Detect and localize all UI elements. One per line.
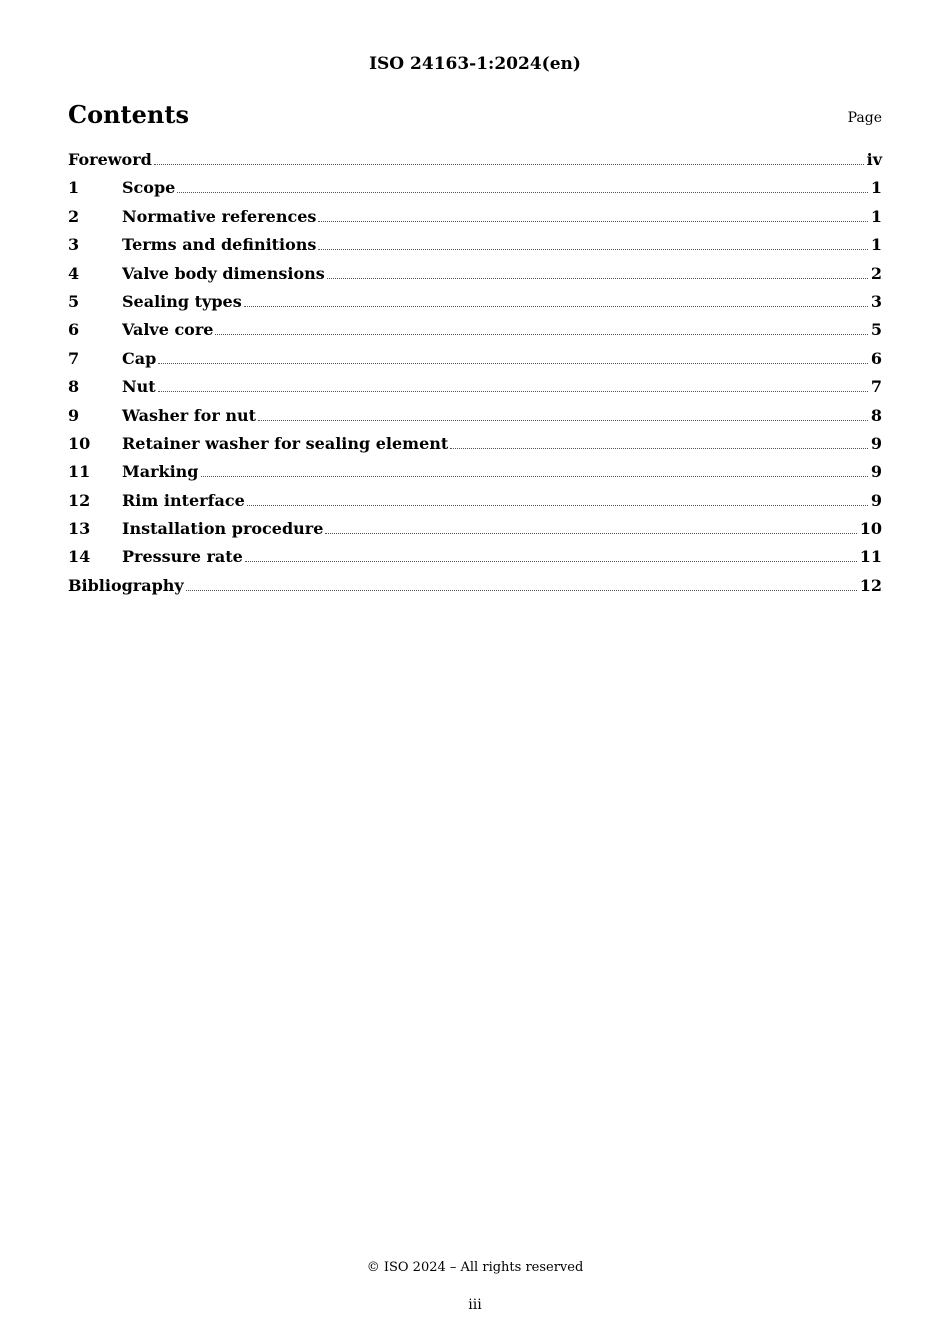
- toc-entry-title: Scope: [122, 178, 176, 198]
- toc-leader-dots: [245, 560, 857, 562]
- toc-entry-number: 5: [68, 291, 80, 311]
- toc-entry-title: Installation procedure: [122, 519, 324, 539]
- toc-entry-page: 10: [859, 519, 882, 539]
- toc-entry-title: Nut: [122, 377, 156, 397]
- toc-entry[interactable]: [68, 292, 882, 320]
- toc-entry[interactable]: [68, 377, 882, 405]
- toc-entry-number: 12: [68, 490, 91, 510]
- toc-entry-title: Sealing types: [122, 291, 242, 311]
- toc-entry-title: Valve core: [122, 320, 214, 340]
- toc-entry-title: Normative references: [122, 206, 317, 226]
- toc-entry[interactable]: [68, 178, 882, 206]
- toc-entry-title: Bibliography: [68, 575, 184, 595]
- table-of-contents: [68, 150, 882, 604]
- toc-leader-dots: [247, 504, 868, 506]
- toc-entry-number: 11: [68, 462, 91, 482]
- toc-entry-number: 13: [68, 519, 91, 539]
- toc-leader-dots: [318, 220, 867, 222]
- toc-entry[interactable]: [68, 491, 882, 519]
- toc-entry-number: 2: [68, 206, 80, 226]
- toc-entry-title: Cap: [122, 348, 157, 368]
- toc-entry-page: 5: [870, 320, 882, 340]
- toc-leader-dots: [258, 419, 868, 421]
- toc-entry[interactable]: [68, 235, 882, 263]
- toc-entry-title: Marking: [122, 462, 199, 482]
- toc-leader-dots: [177, 191, 868, 193]
- toc-entry-page: 9: [870, 490, 882, 510]
- toc-entry-number: 4: [68, 263, 80, 283]
- toc-entry-title: Terms and definitions: [122, 235, 317, 255]
- copyright-notice: © ISO 2024 – All rights reserved: [366, 1260, 584, 1275]
- toc-leader-dots: [327, 277, 868, 279]
- toc-leader-dots: [154, 163, 864, 165]
- toc-entry-page: 8: [870, 405, 882, 425]
- toc-entry-page: 12: [859, 575, 882, 595]
- toc-entry[interactable]: [68, 547, 882, 575]
- toc-entry-page: 1: [870, 235, 882, 255]
- toc-entry-bibliography[interactable]: [68, 576, 882, 604]
- toc-entry-page: 1: [870, 178, 882, 198]
- toc-entry-page: 9: [870, 462, 882, 482]
- toc-leader-dots: [158, 390, 868, 392]
- toc-entry-page: 1: [870, 206, 882, 226]
- toc-entry-page: 7: [870, 377, 882, 397]
- toc-leader-dots: [201, 475, 868, 477]
- toc-entry-number: 3: [68, 235, 80, 255]
- page-column-label: Page: [847, 110, 882, 126]
- toc-entry-page: iv: [866, 150, 882, 169]
- toc-leader-dots: [158, 362, 868, 364]
- toc-entry[interactable]: [68, 349, 882, 377]
- toc-entry-number: 1: [68, 178, 80, 198]
- page-number: iii: [468, 1297, 482, 1313]
- toc-entry[interactable]: [68, 519, 882, 547]
- toc-leader-dots: [215, 333, 867, 335]
- toc-leader-dots: [318, 248, 867, 250]
- document-id-header: ISO 24163-1:2024(en): [369, 54, 581, 74]
- toc-entry-title: Valve body dimensions: [122, 263, 325, 283]
- toc-leader-dots: [244, 305, 868, 307]
- toc-entry-number: 8: [68, 377, 80, 397]
- toc-entry-title: Rim interface: [122, 490, 245, 510]
- toc-entry-number: 7: [68, 348, 80, 368]
- toc-entry[interactable]: [68, 462, 882, 490]
- toc-entry[interactable]: [68, 207, 882, 235]
- toc-leader-dots: [325, 532, 856, 534]
- toc-entry[interactable]: [68, 434, 882, 462]
- toc-entry-number: 9: [68, 405, 80, 425]
- toc-entry-number: 10: [68, 433, 91, 453]
- toc-entry-number: 14: [68, 547, 91, 567]
- toc-entry-title: Pressure rate: [122, 547, 243, 567]
- toc-entry-number: 6: [68, 320, 80, 340]
- toc-entry[interactable]: [68, 406, 882, 434]
- toc-entry-page: 3: [870, 291, 882, 311]
- toc-entry[interactable]: [68, 320, 882, 348]
- toc-entry-foreword[interactable]: [68, 150, 882, 178]
- toc-leader-dots: [450, 447, 868, 449]
- contents-title: Contents: [68, 100, 189, 129]
- toc-entry-page: 9: [870, 433, 882, 453]
- toc-entry[interactable]: [68, 264, 882, 292]
- toc-entry-page: 6: [870, 348, 882, 368]
- toc-entry-page: 2: [870, 263, 882, 283]
- toc-entry-title: Retainer washer for sealing element: [122, 433, 449, 453]
- toc-entry-title: Washer for nut: [122, 405, 256, 425]
- toc-entry-title: Foreword: [68, 150, 152, 169]
- toc-leader-dots: [186, 589, 857, 591]
- toc-entry-page: 11: [859, 547, 882, 567]
